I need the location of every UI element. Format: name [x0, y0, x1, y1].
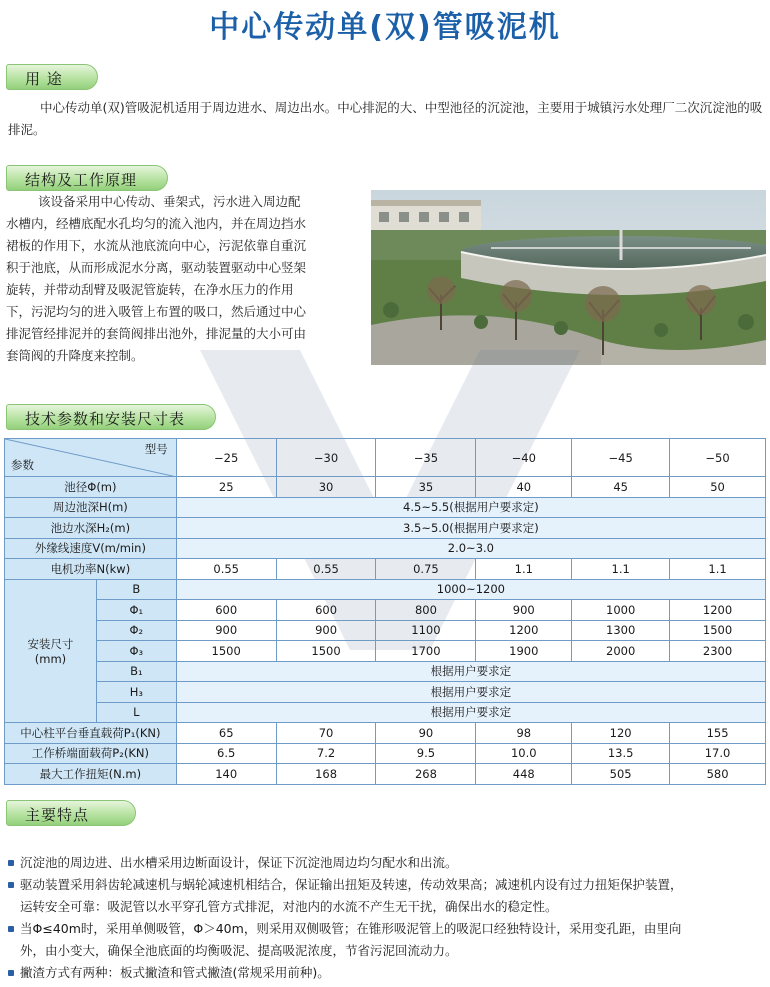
merged-value-cell: 4.5~5.5(根据用户要求定): [176, 497, 765, 518]
row-label: 周边池深H(m): [5, 497, 177, 518]
value-cell: 155: [670, 723, 766, 744]
header-diagonal-cell: [5, 439, 177, 477]
value-cell: 900: [276, 620, 376, 641]
table-row-diameter: [5, 477, 766, 498]
value-cell: 25: [176, 477, 276, 498]
row-label: 池径Φ(m): [5, 477, 177, 498]
table-row-torque: [5, 764, 766, 785]
table-row-b1: [5, 661, 766, 682]
value-cell: 900: [476, 600, 572, 621]
value-cell: 9.5: [376, 743, 476, 764]
section-header-usage: 用 途: [6, 64, 98, 90]
value-cell: 7.2: [276, 743, 376, 764]
row-label: 电机功率N(kw): [5, 559, 177, 580]
table-row-l: [5, 702, 766, 723]
value-cell: 1.1: [572, 559, 670, 580]
structure-line: 裙板的作用下，水流从池底流向中心，污泥依靠自重沉: [6, 238, 307, 253]
value-cell: 600: [176, 600, 276, 621]
value-cell: 1300: [572, 620, 670, 641]
value-cell: 70: [276, 723, 376, 744]
structure-line: 排泥管经排泥并的套筒阀排出池外，排泥量的大小可由: [6, 326, 307, 341]
table-row-depth-h2: [5, 518, 766, 539]
list-item-continuation: [6, 940, 766, 962]
bullet-icon: [8, 926, 14, 932]
sub-label: Φ₁: [96, 600, 176, 621]
table-row-p2: [5, 743, 766, 764]
merged-value-cell: 根据用户要求定: [176, 682, 765, 703]
value-cell: 10.0: [476, 743, 572, 764]
feature-text: 驱动装置采用斜齿轮减速机与蜗轮减速机相结合，保证输出扭矩及转速，传动效果高；减速机内设有过力扭矩保护装置，: [20, 877, 683, 892]
value-cell: 1.1: [670, 559, 766, 580]
features-list: [6, 852, 766, 984]
merged-value-cell: 2.0~3.0: [176, 538, 765, 559]
structure-line: 套筒阀的升降度来控制。: [6, 348, 144, 363]
value-cell: 1500: [670, 620, 766, 641]
feature-text: 运转安全可靠：吸泥管以水平穿孔管方式排泥，对池内的水流不产生无干扰，确保出水的稳定性。: [20, 899, 558, 914]
structure-line: 水槽内，经槽底配水孔均匀的流入池内，并在周边挡水: [6, 216, 307, 231]
model-cell: −40: [476, 439, 572, 477]
spec-table: [4, 438, 766, 785]
value-cell: 0.55: [176, 559, 276, 580]
merged-value-cell: 3.5~5.0(根据用户要求定): [176, 518, 765, 539]
value-cell: 35: [376, 477, 476, 498]
model-cell: −25: [176, 439, 276, 477]
row-label: 工作桥端面载荷P₂(KN): [5, 743, 177, 764]
value-cell: 1200: [670, 600, 766, 621]
value-cell: 1000: [572, 600, 670, 621]
sub-label: Φ₂: [96, 620, 176, 641]
value-cell: 140: [176, 764, 276, 785]
list-item-continuation: [6, 896, 766, 918]
table-row-speed: [5, 538, 766, 559]
feature-text: 沉淀池的周边进、出水槽采用边断面设计，保证下沉淀池周边均匀配水和出流。: [20, 855, 458, 870]
list-item: [6, 852, 766, 874]
value-cell: 168: [276, 764, 376, 785]
value-cell: 1700: [376, 641, 476, 662]
list-item: [6, 962, 766, 984]
value-cell: 0.75: [376, 559, 476, 580]
section-header-features: 主要特点: [6, 800, 136, 826]
feature-text: 撇渣方式有两种：板式撇渣和管式撇渣(常规采用前种)。: [20, 965, 330, 980]
table-row-b: [5, 579, 766, 600]
install-size-label: [5, 579, 97, 723]
model-cell: −45: [572, 439, 670, 477]
page-title: 中心传动单(双)管吸泥机: [209, 10, 561, 45]
merged-value-cell: 根据用户要求定: [176, 702, 765, 723]
table-row-phi3: [5, 641, 766, 662]
table-row-phi2: [5, 620, 766, 641]
feature-text: 外，由小变大，确保全池底面的均衡吸泥、提高吸泥浓度，节省污泥回流动力。: [20, 943, 458, 958]
sub-label: B₁: [96, 661, 176, 682]
table-header-row: [5, 439, 766, 477]
value-cell: 600: [276, 600, 376, 621]
value-cell: 13.5: [572, 743, 670, 764]
value-cell: 505: [572, 764, 670, 785]
model-cell: −50: [670, 439, 766, 477]
value-cell: 900: [176, 620, 276, 641]
structure-line: 下，污泥均匀的进入吸管上布置的吸口，然后通过中心: [6, 304, 307, 319]
value-cell: 50: [670, 477, 766, 498]
sub-label: L: [96, 702, 176, 723]
section-header-params: 技术参数和安装尺寸表: [6, 404, 216, 430]
table-row-depth-h: [5, 497, 766, 518]
bullet-icon: [8, 860, 14, 866]
value-cell: 1500: [276, 641, 376, 662]
value-cell: 30: [276, 477, 376, 498]
install-label-text: 安装尺寸: [27, 636, 74, 651]
value-cell: 6.5: [176, 743, 276, 764]
table-row-h3: [5, 682, 766, 703]
model-cell: −30: [276, 439, 376, 477]
value-cell: 268: [376, 764, 476, 785]
value-cell: 65: [176, 723, 276, 744]
value-cell: 1100: [376, 620, 476, 641]
value-cell: 2000: [572, 641, 670, 662]
header-model-label: 型号: [144, 442, 168, 456]
table-row-motor: [5, 559, 766, 580]
section-header-structure: 结构及工作原理: [6, 165, 168, 191]
structure-line: 旋转，并带动刮臂及吸泥管旋转，在净水压力的作用: [6, 282, 294, 297]
row-label: 最大工作扭矩(N.m): [5, 764, 177, 785]
sub-label: H₃: [96, 682, 176, 703]
value-cell: 98: [476, 723, 572, 744]
value-cell: 1500: [176, 641, 276, 662]
usage-text: 中心传动单(双)管吸泥机适用于周边进水、周边出水。中心排泥的大、中型池径的沉淀池，主要用于城镇污水处理厂二次沉淀池的吸排泥。: [8, 100, 763, 137]
value-cell: 17.0: [670, 743, 766, 764]
structure-line: 积于池底，从而形成泥水分离，驱动装置驱动中心竖架: [6, 260, 307, 275]
feature-text: 当Φ≤40m时，采用单侧吸管，Φ＞40m，则采用双侧吸管；在锥形吸泥管上的吸泥口经独特设计，采用变孔距，由里向: [20, 921, 682, 936]
install-unit-text: (mm): [34, 651, 67, 666]
value-cell: 45: [572, 477, 670, 498]
row-label: 池边水深H₂(m): [5, 518, 177, 539]
value-cell: 1200: [476, 620, 572, 641]
bullet-icon: [8, 970, 14, 976]
value-cell: 800: [376, 600, 476, 621]
value-cell: 1.1: [476, 559, 572, 580]
sub-label: B: [96, 579, 176, 600]
merged-value-cell: 根据用户要求定: [176, 661, 765, 682]
value-cell: 2300: [670, 641, 766, 662]
table-row-p1: [5, 723, 766, 744]
row-label: 中心柱平台垂直载荷P₁(KN): [5, 723, 177, 744]
merged-value-cell: 1000~1200: [176, 579, 765, 600]
value-cell: 90: [376, 723, 476, 744]
value-cell: 580: [670, 764, 766, 785]
value-cell: 40: [476, 477, 572, 498]
header-param-label: 参数: [11, 458, 34, 472]
bullet-icon: [8, 882, 14, 888]
row-label: 外缘线速度V(m/min): [5, 538, 177, 559]
list-item: [6, 874, 766, 896]
sub-label: Φ₃: [96, 641, 176, 662]
value-cell: 1900: [476, 641, 572, 662]
table-row-phi1: [5, 600, 766, 621]
value-cell: 120: [572, 723, 670, 744]
structure-line: 该设备采用中心传动、垂架式，污水进入周边配: [38, 194, 301, 209]
list-item: [6, 918, 766, 940]
value-cell: 0.55: [276, 559, 376, 580]
value-cell: 448: [476, 764, 572, 785]
model-cell: −35: [376, 439, 476, 477]
